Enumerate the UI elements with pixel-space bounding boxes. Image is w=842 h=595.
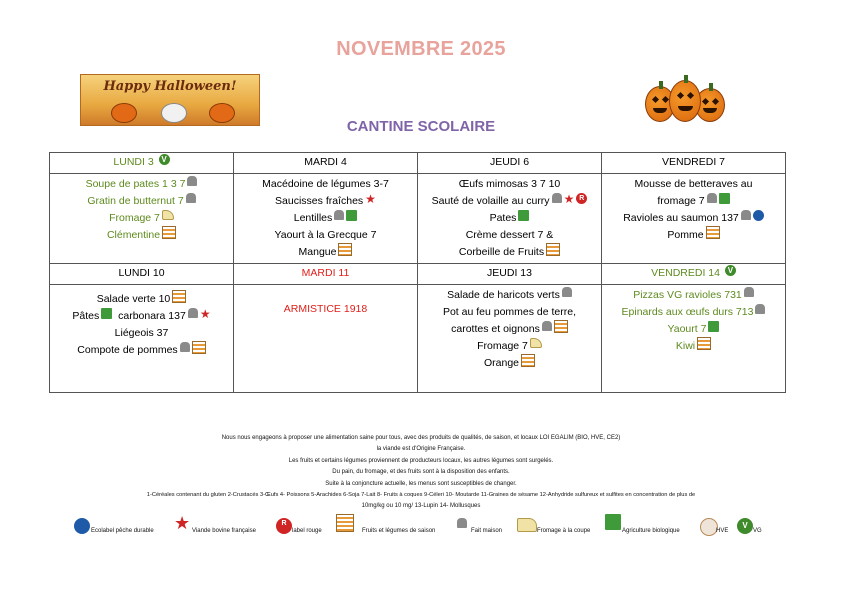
menu-cell [602, 285, 786, 393]
menu-item: Mousse de betteraves au [634, 178, 753, 190]
chef-hat-icon [188, 308, 198, 318]
pumpkins-image [645, 70, 725, 122]
seasonal-produce-icon [338, 243, 352, 256]
allergen-line: 1-Céréales contenant du gluten 2-Crustacés 3-Œufs 4- Poissons 5-Arachides 6-Soja 7-Lait 8- Fruits à coques 9-Céleri 10- Moutarde 11-Graines de sésame 12-Anhydride sulfureux et sulfites en concentration de plus de [146, 492, 696, 499]
chef-hat-icon [180, 342, 190, 352]
legend-label: label rouge [292, 528, 322, 534]
menu-item: fromage 7 [657, 195, 705, 207]
footer-line: la viande est d'Origine Française. [376, 446, 466, 453]
menu-item: Pomme [667, 229, 704, 241]
vegetarian-icon: V [159, 154, 170, 165]
legend-label: VG [753, 528, 762, 534]
menu-item: Œufs mimosas 3 7 10 [458, 178, 561, 190]
organic-ab-icon [605, 514, 621, 530]
seasonal-produce-icon [697, 337, 711, 350]
footer-line: Suite à la conjoncture actuelle, les menus sont susceptibles de changer. [325, 480, 517, 487]
vegetarian-icon: V [737, 518, 753, 534]
menu-item: Yaourt 7 [667, 323, 707, 335]
day-header: MARDI 11 [234, 264, 418, 285]
organic-ab-icon [101, 308, 112, 319]
legend-label: Fromage à la coupe [537, 528, 591, 534]
menu-item: Clémentine [106, 229, 161, 241]
day-header: MARDI 4 [234, 153, 418, 174]
menu-item: Liégeois 37 [114, 327, 169, 339]
menu-item: carottes et oignons [451, 323, 540, 335]
menu-item: Yaourt à la Grecque 7 [274, 229, 377, 241]
chef-hat-icon [707, 193, 717, 203]
menu-item: Ravioles au saumon 137 [623, 212, 739, 224]
menu-cell [418, 174, 602, 264]
holiday-label: ARMISTICE 1918 [283, 303, 368, 315]
chef-hat-icon [562, 287, 572, 297]
menu-cell [50, 285, 234, 393]
cheese-icon [162, 210, 174, 220]
day-header: JEUDI 6 [418, 153, 602, 174]
day-header: VENDREDI 7 [602, 153, 786, 174]
menu-item: Salade de haricots verts [447, 289, 560, 301]
footer-line: Nous nous engageons à proposer une alimentation saine pour tous, avec des produits de qualités, de saison, et locaux LOI EGALIM (BIO, HVE, CE2) [221, 435, 621, 441]
menu-cell [234, 285, 418, 393]
table-row [50, 153, 786, 174]
cheese-icon [517, 518, 537, 532]
menu-item: Gratin de butternut 7 [87, 195, 184, 207]
chef-hat-icon [542, 321, 552, 331]
french-beef-star-icon: ★ [563, 191, 575, 206]
menu-cell [234, 174, 418, 264]
legend-label: Ecolabel pêche durable [91, 528, 154, 534]
menu-item: Salade verte 10 [96, 293, 171, 305]
menu-item: Macédoine de légumes 3-7 [262, 178, 389, 190]
menu-item: Soupe de pates 1 3 7 [85, 178, 186, 190]
menu-item: Lentilles [293, 212, 333, 224]
organic-ab-icon [708, 321, 719, 332]
chef-hat-icon [741, 210, 751, 220]
menu-cell [418, 285, 602, 393]
organic-ab-icon [719, 193, 730, 204]
menu-item: Pot au feu pommes de terre, [442, 306, 577, 318]
seasonal-produce-icon [554, 320, 568, 333]
menu-item: Fromage 7 [477, 340, 528, 352]
menu-item: Pates [489, 212, 517, 224]
footer-line: Du pain, du fromage, et des fruits sont à la disposition des enfants. [332, 469, 510, 476]
menu-table [49, 152, 786, 393]
chef-hat-icon [187, 176, 197, 186]
menu-item: carbonara 137 [118, 310, 186, 322]
menu-cell [602, 174, 786, 264]
menu-cell [50, 174, 234, 264]
fish-ecolabel-icon [74, 518, 90, 534]
table-row [50, 174, 786, 264]
menu-item: Epinards aux œufs durs 713 [621, 306, 754, 318]
menu-item: Corbeille de Fruits [458, 246, 545, 258]
organic-ab-icon [518, 210, 529, 221]
table-row [50, 264, 786, 285]
page-title: NOVEMBRE 2025 [336, 38, 506, 60]
chef-hat-icon [334, 210, 344, 220]
menu-item: Fromage 7 [109, 212, 160, 224]
vegetarian-icon: V [725, 265, 736, 276]
day-header: LUNDI 10 [50, 264, 234, 285]
seasonal-produce-icon [172, 290, 186, 303]
chef-hat-icon [755, 304, 765, 314]
chef-hat-icon [552, 193, 562, 203]
allergen-line: 10mg/kg ou 10 mg/ 13-Lupin 14- Mollusques [361, 503, 481, 510]
french-beef-star-icon: ★ [365, 191, 376, 206]
menu-item: Orange [483, 357, 520, 369]
label-rouge-icon: R [276, 518, 292, 534]
menu-item: Kiwi [675, 340, 696, 352]
menu-item: Mangue [298, 246, 337, 258]
seasonal-produce-icon [546, 243, 560, 256]
menu-item: Pâtes [72, 310, 100, 322]
chef-hat-icon [457, 518, 467, 528]
banner-text: Happy Halloween! [103, 79, 237, 94]
seasonal-produce-icon [521, 354, 535, 367]
legend-label: Fruits et légumes de saison [362, 528, 436, 534]
cheese-icon [530, 338, 542, 348]
day-header: LUNDI 3 V [50, 153, 234, 174]
french-beef-star-icon: ★ [199, 306, 211, 321]
seasonal-produce-icon [192, 341, 206, 354]
page-subtitle: CANTINE SCOLAIRE [346, 118, 496, 135]
label-rouge-icon: R [576, 193, 587, 204]
day-header: VENDREDI 14 V [602, 264, 786, 285]
seasonal-produce-icon [706, 226, 720, 239]
day-header: JEUDI 13 [418, 264, 602, 285]
legend [70, 514, 770, 544]
legend-label: Fait maison [471, 528, 503, 534]
legend-label: Agriculture biologique [622, 528, 680, 534]
menu-item: Pizzas VG ravioles 731 [633, 289, 742, 301]
footer-line: Les fruits et certains légumes proviennent de producteurs locaux, les autres légumes sont surgelés. [288, 457, 554, 464]
chef-hat-icon [186, 193, 196, 203]
menu-item: Saucisses fraîches [275, 195, 364, 207]
legend-label: HVE [716, 528, 729, 534]
chef-hat-icon [744, 287, 754, 297]
footer-notes [60, 433, 782, 513]
table-row [50, 285, 786, 393]
organic-ab-icon [346, 210, 357, 221]
seasonal-produce-icon [162, 226, 176, 239]
french-beef-star-icon: ★ [174, 513, 191, 533]
menu-item: Compote de pommes [77, 344, 178, 356]
legend-label: Viande bovine française [192, 528, 256, 534]
menu-item: Sauté de volaille au curry [431, 195, 550, 207]
seasonal-produce-icon [336, 514, 354, 532]
fish-ecolabel-icon [753, 210, 764, 221]
menu-item: Crème dessert 7 & [465, 229, 554, 241]
